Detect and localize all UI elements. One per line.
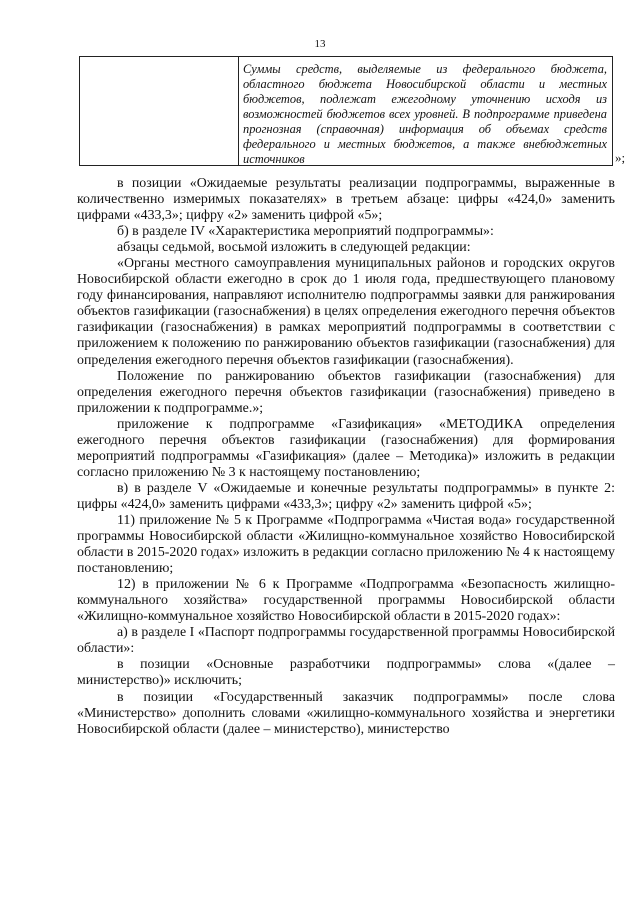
paragraph-expected-results: в позиции «Ожидаемые результаты реализации подпрограммы, выраженные в количественно измеримых показателях» в третьем абзаце: цифры «424,0» заменить цифрами «433,3»; цифру «2» заменить цифрой «5»; (77, 176, 615, 224)
document-body (77, 176, 615, 738)
paragraph-section-i: а) в разделе I «Паспорт подпрограммы государственной программы Новосибирской области»: (77, 625, 615, 657)
paragraph-local-authorities: «Органы местного самоуправления муниципальных районов и городских округов Новосибирской области ежегодно в срок до 1 июля года, предшествующего плановому году финансирования, направляют исполнителю подпрограммы заявки для ранжирования объектов газификации (газоснабжения) в целях определения ежегодного перечня объектов газификации (газоснабжения) в рамках мероприятий подпрограммы в соответствии с приложением к положению по ранжированию объектов газификации (газоснабжения) для определения ежегодного перечня объектов газификации (газоснабжения). (77, 256, 615, 368)
paragraph-paragraphs-7-8: абзацы седьмой, восьмой изложить в следующей редакции: (117, 240, 471, 256)
table-closing-mark: »; (615, 150, 626, 165)
paragraph-ranking-regulation: Положение по ранжированию объектов газификации (газоснабжения) для определения ежегодного перечня объектов газификации (газоснабжения) приведено в приложении к подпрограмме.»; (77, 368, 615, 416)
paragraph-item-12: 12) в приложении № 6 к Программе «Подпрограмма «Безопасность жилищно-коммунального хозяйства» государственной программы Новосибирской области «Жилищно-коммунальное хозяйство Новосибирской области в 2015-2020 годах»: (77, 577, 615, 625)
passport-table (79, 56, 613, 166)
table-column-divider (238, 57, 239, 165)
paragraph-methodology: приложение к подпрограмме «Газификация» «МЕТОДИКА определения ежегодного перечня объектов газификации (газоснабжения) для формирования мероприятий подпрограммы «Газификация» (далее – Методика)» изложить в редакции согласно приложению № 3 к настоящему постановлению; (77, 416, 615, 480)
paragraph-section-v: в) в разделе V «Ожидаемые и конечные результаты подпрограммы» в пункте 2: цифры «424,0» заменить цифрами «433,3»; цифру «2» заменить цифрой «5»; (77, 480, 615, 512)
paragraph-state-customer: в позиции «Государственный заказчик подпрограммы» после слова «Министерство» дополнить словами «жилищно-коммунального хозяйства и энергетики Новосибирской области (далее – министерство), министерство (77, 689, 615, 737)
paragraph-section-iv: б) в разделе IV «Характеристика мероприятий подпрограммы»: (117, 224, 494, 240)
paragraph-item-11: 11) приложение № 5 к Программе «Подпрограмма «Чистая вода» государственной программы Новосибирской области «Жилищно-коммунальное хозяйство Новосибирской области в 2015-2020 годах» изложить в редакции согласно приложению № 4 к настоящему постановлению; (77, 512, 615, 577)
paragraph-main-developers: в позиции «Основные разработчики подпрограммы» слова «(далее – министерство)» исключить; (77, 657, 615, 689)
table-cell-financing-note: Суммы средств, выделяемые из федерального бюджета, областного бюджета Новосибирской области и местных бюджетов, подлежат ежегодному уточнению исходя из возможностей бюджетов всех уровней. В подпрограмме приведена прогнозная (справочная) информация об объемах средств федерального и местных бюджетов, а также внебюджетных источников (243, 62, 607, 166)
page-number: 13 (314, 38, 326, 50)
